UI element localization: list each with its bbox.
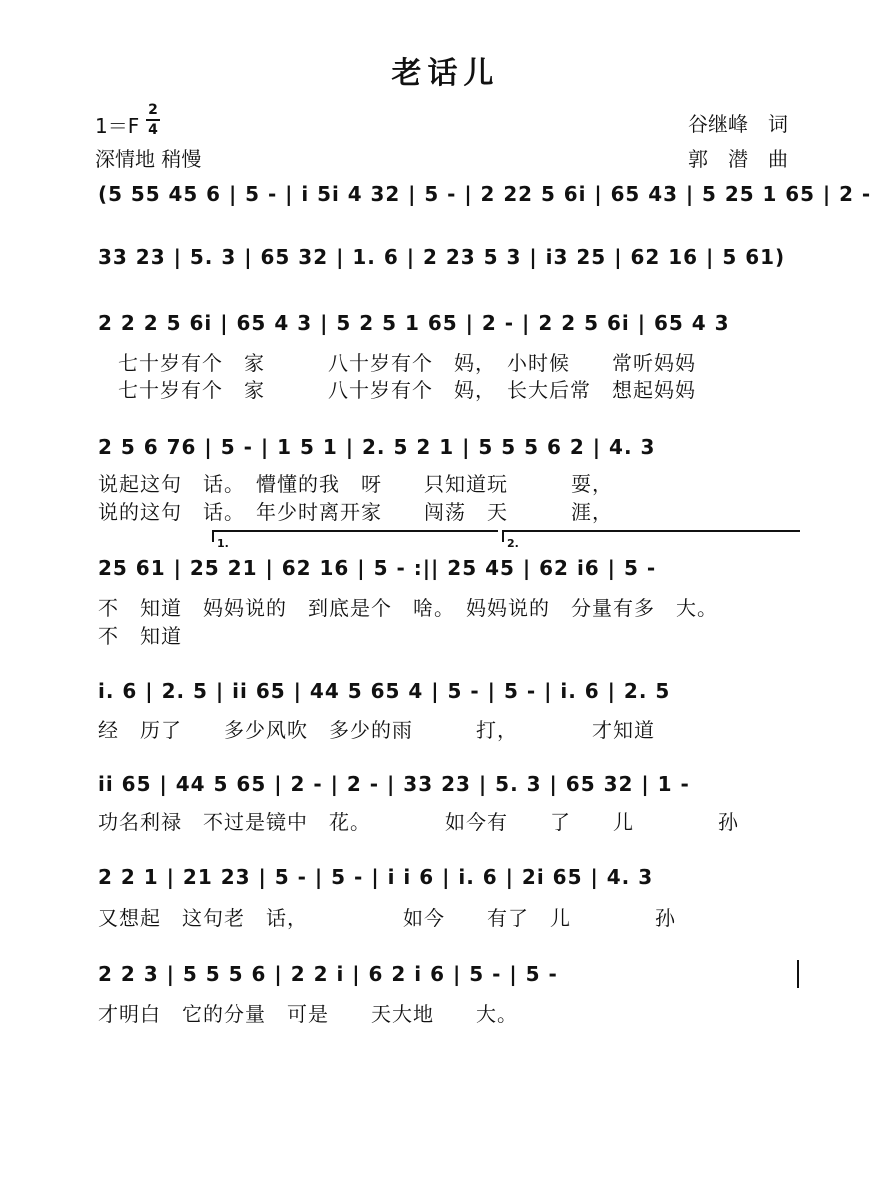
system-3-notes: 2 2 2 5 6i | 65 4 3 | 5 2 5 1 65 | 2 - | 2 2 5 6i | 65 4 3 [98,311,730,335]
tempo-marking: 深情地 稍慢 [95,147,202,171]
system-9-notes: 2 2 3 | 5 5 5 6 | 2 2 i | 6 2 i 6 | 5 - | 5 - [98,962,558,986]
system-3-lyrics-verse-2: 七十岁有个 家 八十岁有个 妈， 长大后常 想起妈妈 [118,378,696,402]
volta-2-label: 2. [507,537,519,550]
final-barline [797,960,799,988]
system-6-lyrics: 经 历了 多少风吹 多少的雨 打， 才知道 [98,718,655,742]
system-9-lyrics: 才明白 它的分量 可是 天大地 大。 [98,1002,518,1026]
system-5-lyrics-verse-1: 不 知道 妈妈说的 到底是个 啥。 妈妈说的 分量有多 大。 [98,596,718,620]
time-signature-top: 2 [148,102,158,118]
system-4-notes: 2 5 6 76 | 5 - | 1 5 1 | 2. 5 2 1 | 5 5 5 6 2 | 4. 3 [98,435,656,459]
volta-bracket-2 [502,530,800,550]
system-7-notes: ii 65 | 44 5 65 | 2 - | 2 - | 33 23 | 5. 3 | 65 32 | 1 - [98,772,690,796]
system-8-lyrics: 又想起 这句老 话， 如今 有了 儿 孙 [98,906,676,930]
system-4-lyrics-verse-1: 说起这句 话。 懵懂的我 呀 只知道玩 耍， [98,472,613,496]
volta-1-label: 1. [217,537,229,550]
system-7-lyrics: 功名利禄 不过是镜中 花。 如今有 了 儿 孙 [98,810,739,834]
system-5-notes: 25 61 | 25 21 | 62 16 | 5 - :|| 25 45 | 62 i6 | 5 - [98,556,657,580]
composer-credit: 郭 潜 曲 [688,147,788,171]
system-6-notes: i. 6 | 2. 5 | ii 65 | 44 5 65 4 | 5 - | 5 - | i. 6 | 2. 5 [98,679,671,703]
time-signature [146,102,160,138]
system-5-lyrics-verse-2: 不 知道 [98,624,182,648]
system-1-notes: (5 55 45 6 | 5 - | i 5i 4 32 | 5 - | 2 22 5 6i | 65 43 | 5 25 1 65 | 2 - [98,182,872,206]
key-signature: 1＝F [95,114,140,138]
system-2-notes: 33 23 | 5. 3 | 65 32 | 1. 6 | 2 23 5 3 | i3 25 | 62 16 | 5 61) [98,245,786,269]
time-signature-bottom: 4 [148,122,158,138]
lyricist-credit: 谷继峰 词 [688,112,788,136]
system-4-lyrics-verse-2: 说的这句 话。 年少时离开家 闯荡 天 涯， [98,500,613,524]
system-8-notes: 2 2 1 | 21 23 | 5 - | 5 - | i i 6 | i. 6 | 2i 65 | 4. 3 [98,865,654,889]
volta-bracket-1 [212,530,498,550]
page-title: 老话儿 [391,56,500,91]
system-3-lyrics-verse-1: 七十岁有个 家 八十岁有个 妈， 小时候 常听妈妈 [118,351,696,375]
